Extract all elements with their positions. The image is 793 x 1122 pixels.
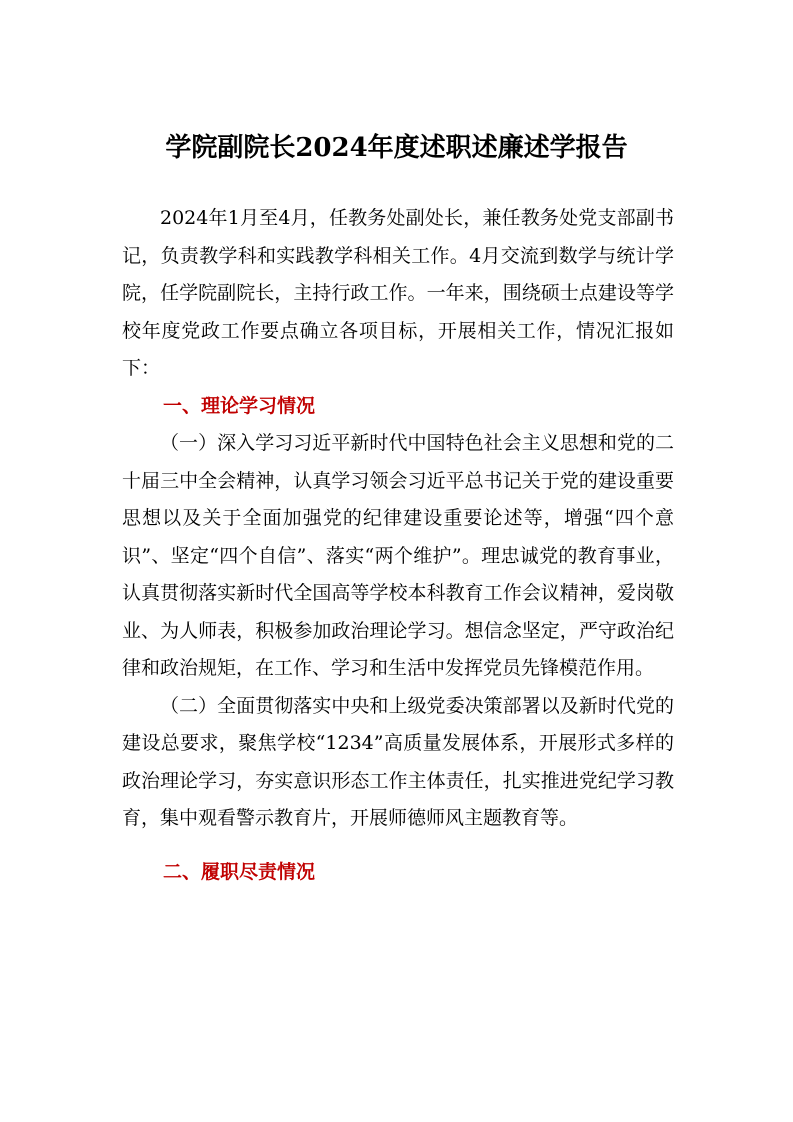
document-body bbox=[122, 200, 674, 891]
document-title: 学院副院长2024年度述职述廉述学报告 bbox=[165, 133, 628, 163]
section1-item-2: （二）全面贯彻落实中央和上级党委决策部署以及新时代党的建设总要求，聚焦学校“1234”高质量发展体系，开展形式多样的政治理论学习，夯实意识形态工作主体责任，扎实推进党纪学习教育，集中观看警示教育片，开展师德师风主题教育等。 bbox=[122, 694, 674, 829]
intro-paragraph: 2024年1月至4月，任教务处副处长，兼任教务处党支部副书记，负责教学科和实践教学科相关工作。4月交流到数学与统计学院，任学院副院长，主持行政工作。一年来，围绕硕士点建设等学校年度党政工作要点确立各项目标，开展相关工作，情况汇报如下： bbox=[122, 207, 674, 379]
section-spacer bbox=[122, 838, 674, 854]
section-heading-duty-performance: 二、履职尽责情况 bbox=[163, 860, 316, 883]
section-heading-theory-study: 一、理论学习情况 bbox=[163, 394, 316, 417]
section1-item-1: （一）深入学习习近平新时代中国特色社会主义思想和党的二十届三中全会精神，认真学习领会习近平总书记关于党的建设重要思想以及关于全面加强党的纪律建设重要论述等，增强“四个意识”、坚定“四个自信”、落实“两个维护”。理忠诚党的教育事业，认真贯彻落实新时代全国高等学校本科教育工作会议精神，爱岗敬业、为人师表，积极参加政治理论学习。想信念坚定，严守政治纪律和政治规矩，在工作、学习和生活中发挥党员先锋模范作用。 bbox=[122, 432, 674, 679]
